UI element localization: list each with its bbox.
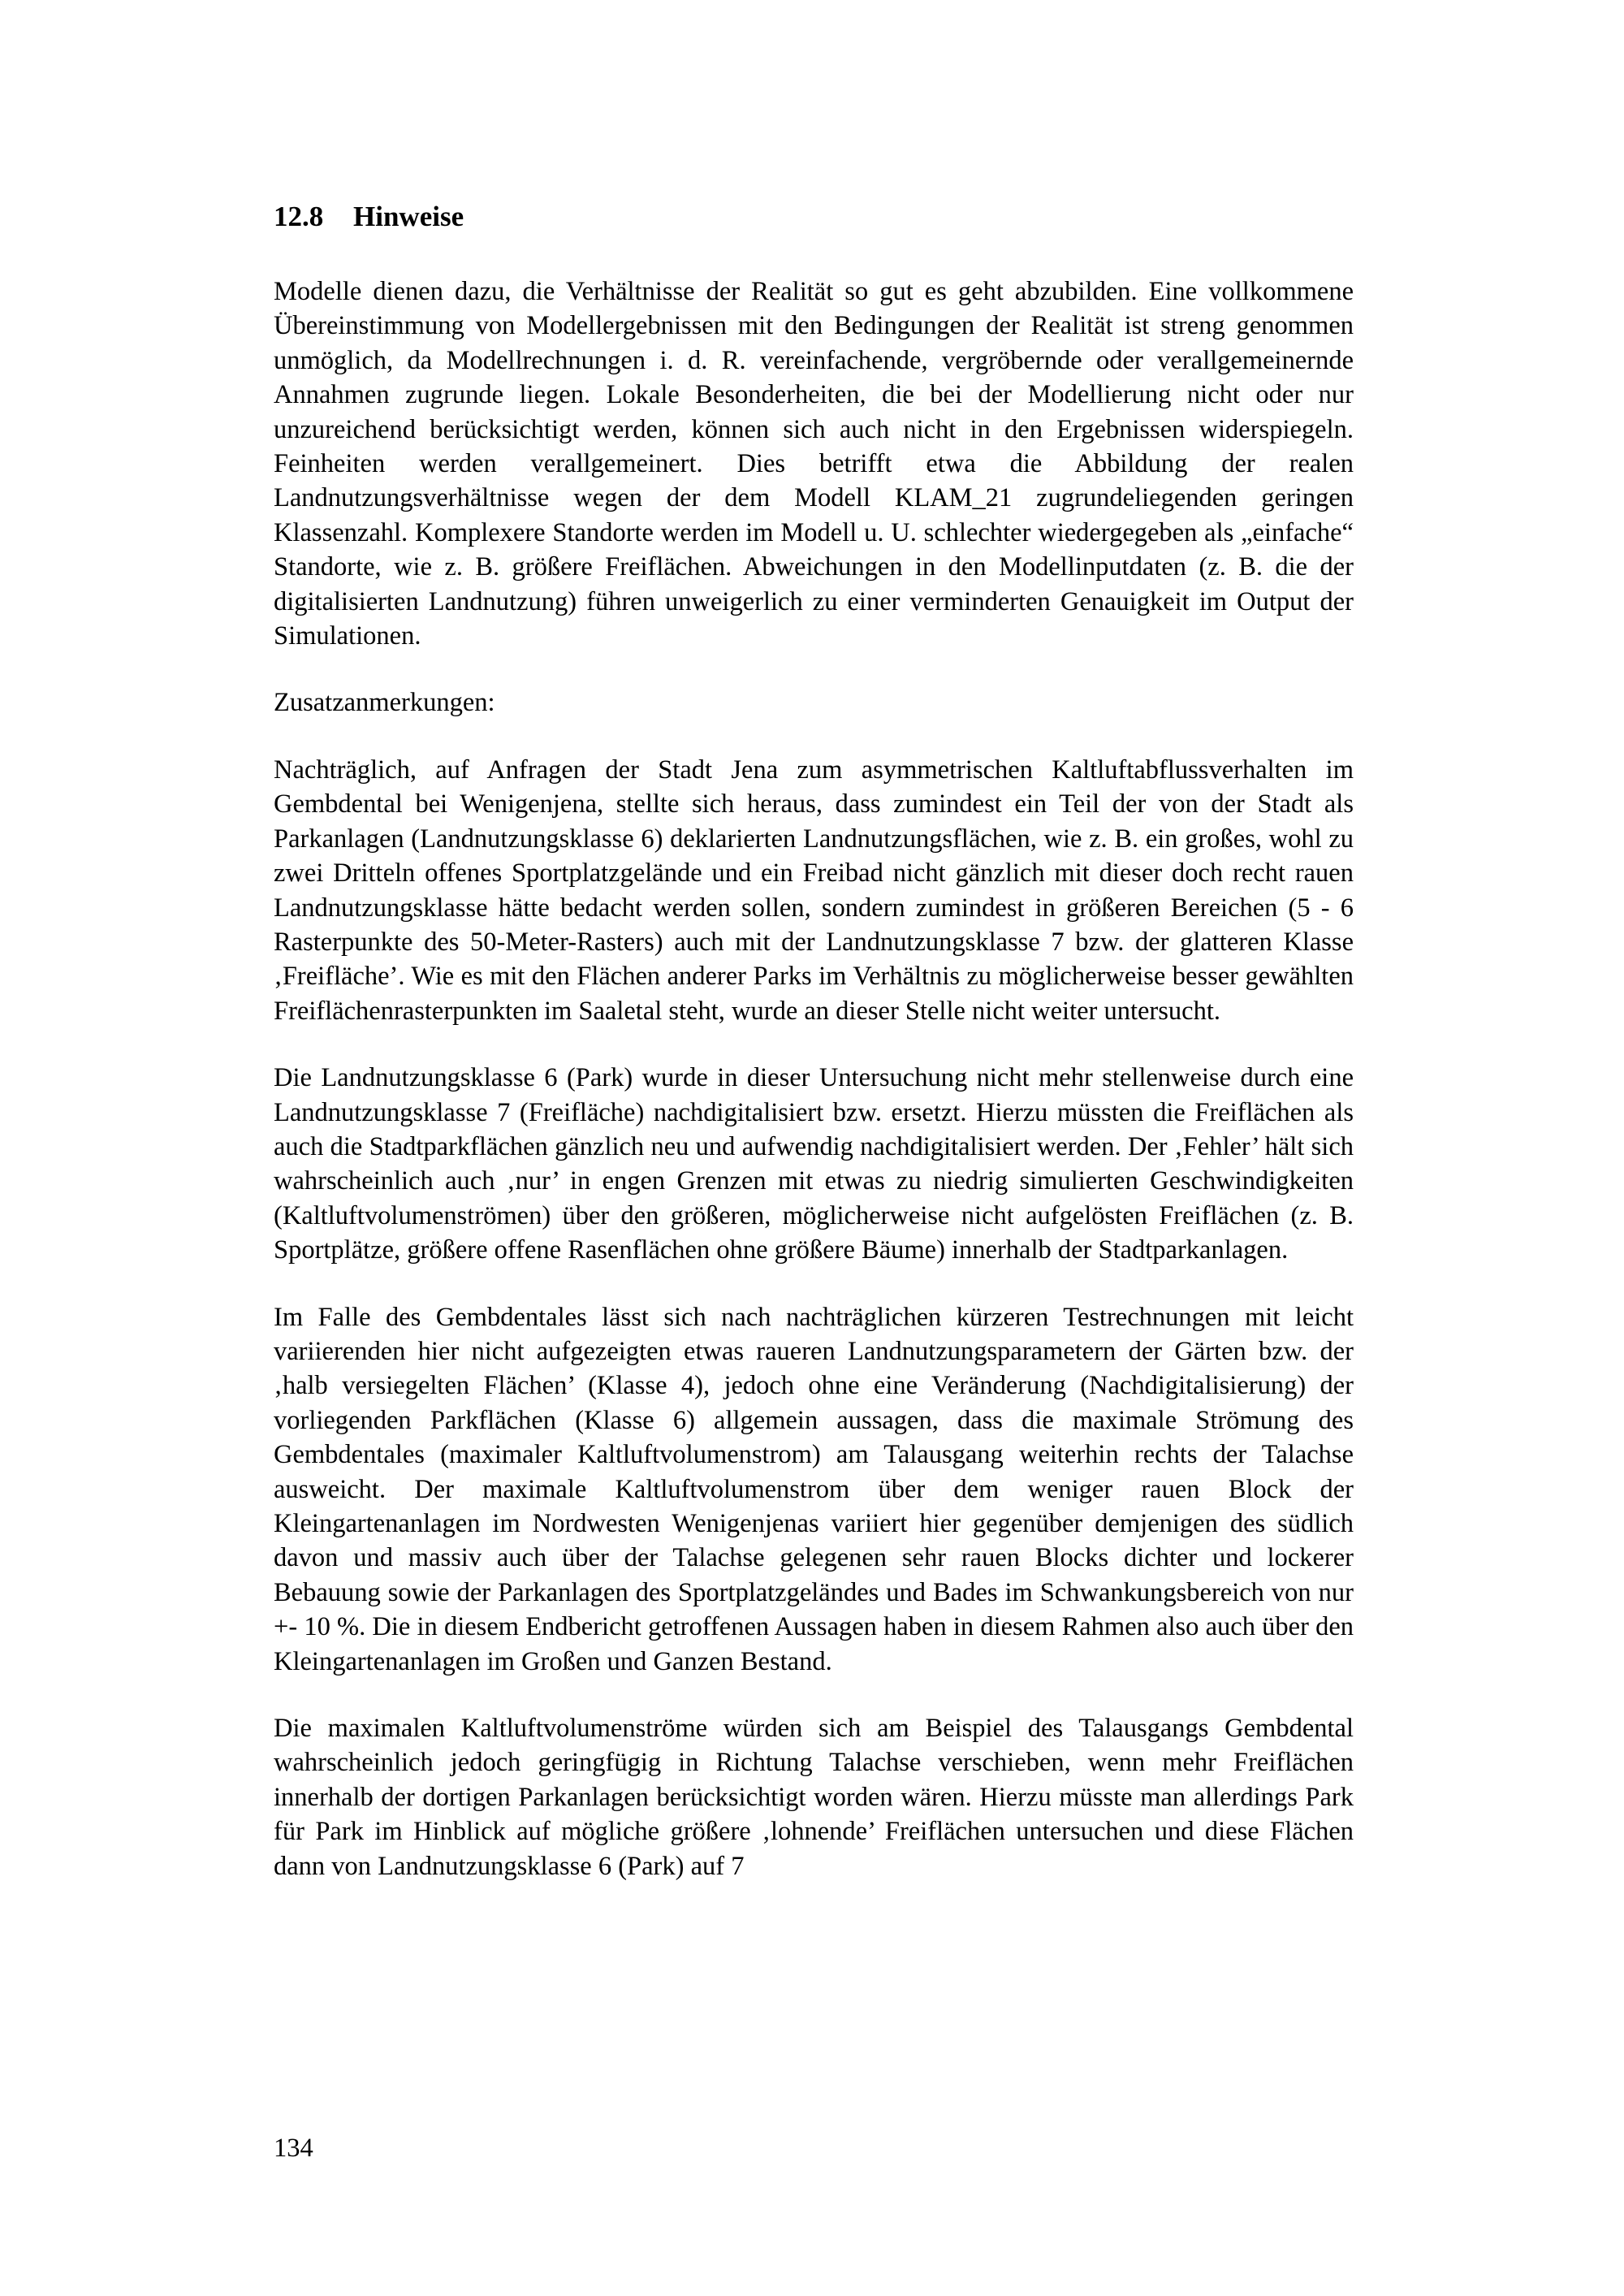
paragraph-land-use-class: Die Landnutzungsklasse 6 (Park) wurde in dieser Untersuchung nicht mehr stellenweise durch eine Landnutzungsklasse 7 (Freifläche) nachdigitalisiert bzw. ersetzt. Hierzu müssten die Freiflächen als auch die Stadtparkflächen gänzlich neu und aufwendig nachdigitalisiert werden. Der ‚Fehler’ hält sich wahrscheinlich auch ‚nur’ in engen Grenzen mit etwas zu niedrig simulierten Geschwindigkeiten (Kaltluftvolumenströmen) über den größeren, möglicherweise nicht aufgelösten Freiflächen (z. B. Sportplätze, größere offene Rasenflächen ohne größere Bäume) innerhalb der Stadtparkanlagen. bbox=[274, 1063, 1354, 1265]
section-heading bbox=[274, 198, 464, 235]
page-number: 134 bbox=[274, 2134, 313, 2163]
section-title: Hinweise bbox=[353, 201, 464, 232]
paragraph-test-calculations: Im Falle des Gembdentales lässt sich nach nachträglichen kürzeren Testrechnungen mit leicht variierenden hier nicht aufgezeigten etwas raueren Landnutzungsparametern der Gärten bzw. der ‚halb versiegelten Flächen’ (Klasse 4), jedoch ohne eine Veränderung (Nachdigitalisierung) der vorliegenden Parkflächen (Klasse 6) allgemein aussagen, dass die maximale Strömung des Gembdentales (maximaler Kaltluftvolumenstrom) am Talausgang weiterhin rechts der Talachse ausweicht. Der maximale Kaltluftvolumenstrom über dem weniger rauen Block der Kleingartenanlagen im Nordwesten Wenigenjenas variiert hier gegenüber demjenigen des südlich davon und massiv auch über der Talachse gelegenen sehr rauen Blocks dichter und lockerer Bebauung sowie der Parkanlagen des Sportplatzgeländes und Bades im Schwankungsbereich von nur +- 10 %. Die in diesem Endbericht getroffenen Aussagen haben in diesem Rahmen also auch über den Kleingartenanlagen im Großen und Ganzen Bestand. bbox=[274, 1302, 1354, 1676]
paragraph-cold-air-flow: Die maximalen Kaltluftvolumenströme würden sich am Beispiel des Talausgangs Gembdental wahrscheinlich jedoch geringfügig in Richtung Talachse verschieben, wenn mehr Freiflächen innerhalb der dortigen Parkanlagen berücksichtigt worden wären. Hierzu müsste man allerdings Park für Park im Hinblick auf mögliche größere ‚lohnende’ Freiflächen untersuchen und diese Flächen dann von Landnutzungsklasse 6 (Park) auf 7 bbox=[274, 1714, 1354, 1881]
body-text bbox=[274, 275, 1354, 1916]
paragraph-model-limitations: Modelle dienen dazu, die Verhältnisse der Realität so gut es geht abzubilden. Eine vollkommene Übereinstimmung von Modellergebnissen mit den Bedingungen der Realität ist streng genommen unmöglich, da Modellrechnungen i. d. R. vereinfachende, vergröbernde oder verallgemeinernde Annahmen zugrunde liegen. Lokale Besonderheiten, die bei der Modellierung nicht oder nur unzureichend berücksichtigt werden, können sich auch nicht in den Ergebnissen widerspiegeln. Feinheiten werden verallgemeinert. Dies betrifft etwa die Abbildung der realen Landnutzungsverhältnisse wegen der dem Modell KLAM_21 zugrundeliegenden geringen Klassenzahl. Komplexere Standorte werden im Modell u. U. schlechter wiedergegeben als „einfache“ Standorte, wie z. B. größere Freiflächen. Abweichungen in den Modellinputdaten (z. B. die der digitalisierten Landnutzung) führen unweigerlich zu einer verminderten Genauigkeit im Output der Simulationen. bbox=[274, 277, 1354, 651]
paragraph-additional-notes-label: Zusatzanmerkungen: bbox=[274, 688, 495, 718]
paragraph-gembdental-findings: Nachträglich, auf Anfragen der Stadt Jena zum asymmetrischen Kaltluftabflussverhalten im Gembdental bei Wenigenjena, stellte sich heraus, dass zumindest ein Teil der von der Stadt als Parkanlagen (Landnutzungsklasse 6) deklarierten Landnutzungsflächen, wie z. B. ein großes, wohl zu zwei Dritteln offenes Sportplatzgelände und ein Freibad nicht gänzlich mit dieser doch recht rauen Landnutzungsklasse hätte bedacht werden sollen, sondern zumindest in größeren Bereichen (5 - 6 Rasterpunkte des 50-Meter-Rasters) auch mit der Landnutzungsklasse 7 bzw. der glatteren Klasse ‚Freifläche’. Wie es mit den Flächen anderer Parks im Verhältnis zu möglicherweise besser gewählten Freiflächenrasterpunkten im Saaletal steht, wurde an dieser Stelle nicht weiter untersucht. bbox=[274, 755, 1354, 1026]
section-number: 12.8 bbox=[274, 201, 324, 232]
